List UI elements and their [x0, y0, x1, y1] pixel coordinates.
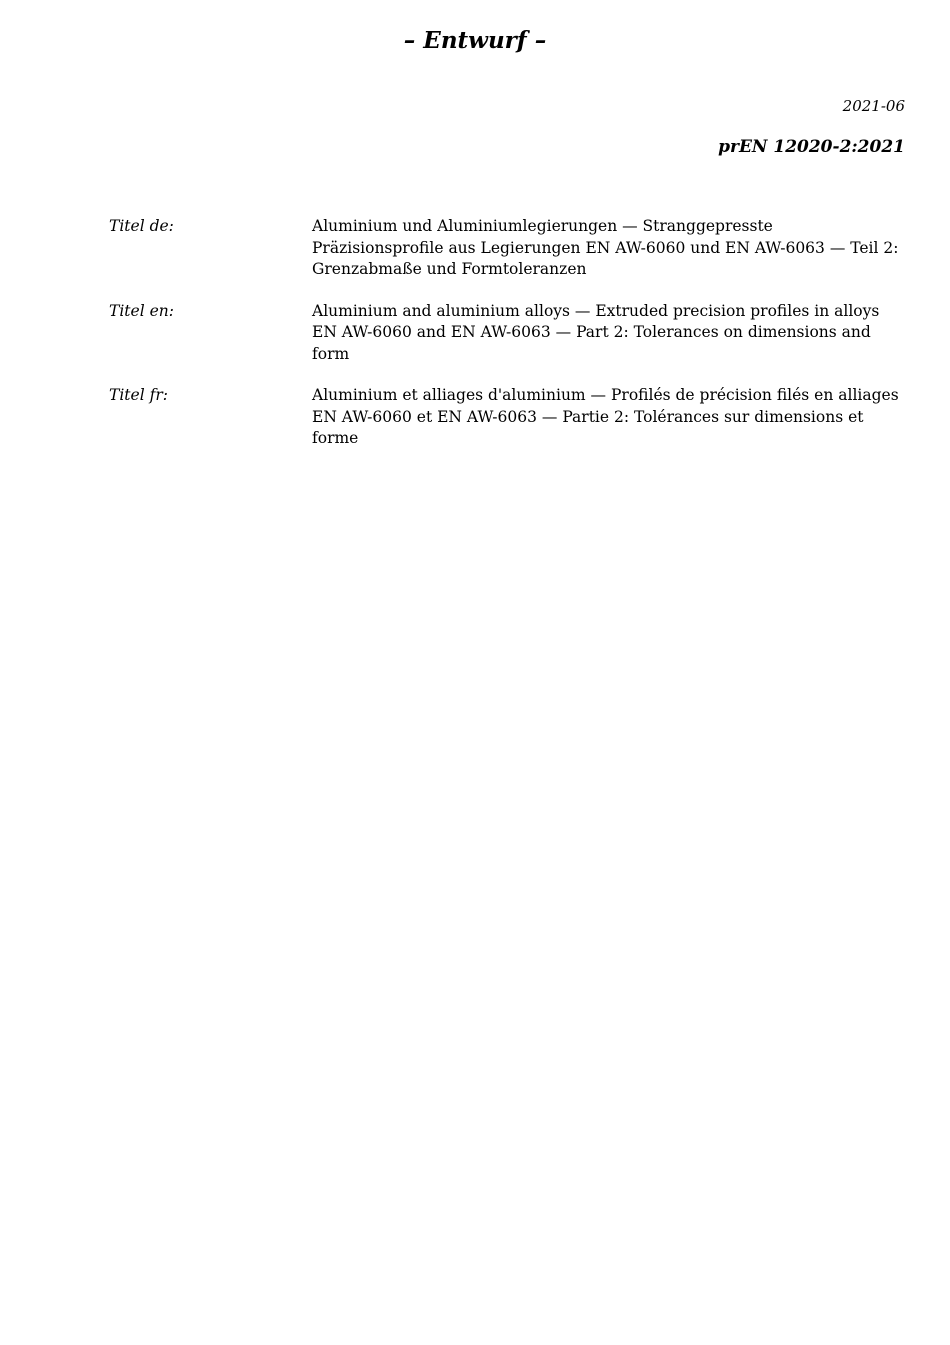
title-text-en: Aluminium and aluminium alloys — Extruded precision profiles in alloys EN AW-6060 and EN AW-6063 — Part 2: Tolerances on dimensions and form — [312, 301, 880, 363]
title-label-de: Titel de: — [109, 217, 174, 235]
title-row-fr — [109, 385, 905, 450]
titles-table — [109, 216, 905, 470]
title-label-fr: Titel fr: — [109, 386, 168, 404]
title-row-en — [109, 301, 905, 366]
document-date: 2021-06 — [842, 97, 905, 115]
draft-heading: – Entwurf – — [403, 27, 547, 54]
title-text-de: Aluminium und Aluminiumlegierungen — Stranggepresste Präzisionsprofile aus Legierungen EN AW-6060 und EN AW-6063 — Teil 2: Grenzabmaße und Formtoleranzen — [312, 217, 899, 278]
title-label-en: Titel en: — [109, 301, 174, 320]
title-row-de — [109, 216, 905, 281]
document-number: prEN 12020-2:2021 — [718, 137, 905, 157]
title-text-fr: Aluminium et alliages d'aluminium — Profilés de précision filés en alliages EN AW-6060 et EN AW-6063 — Partie 2: Tolérances sur dimensions et forme — [312, 386, 899, 447]
